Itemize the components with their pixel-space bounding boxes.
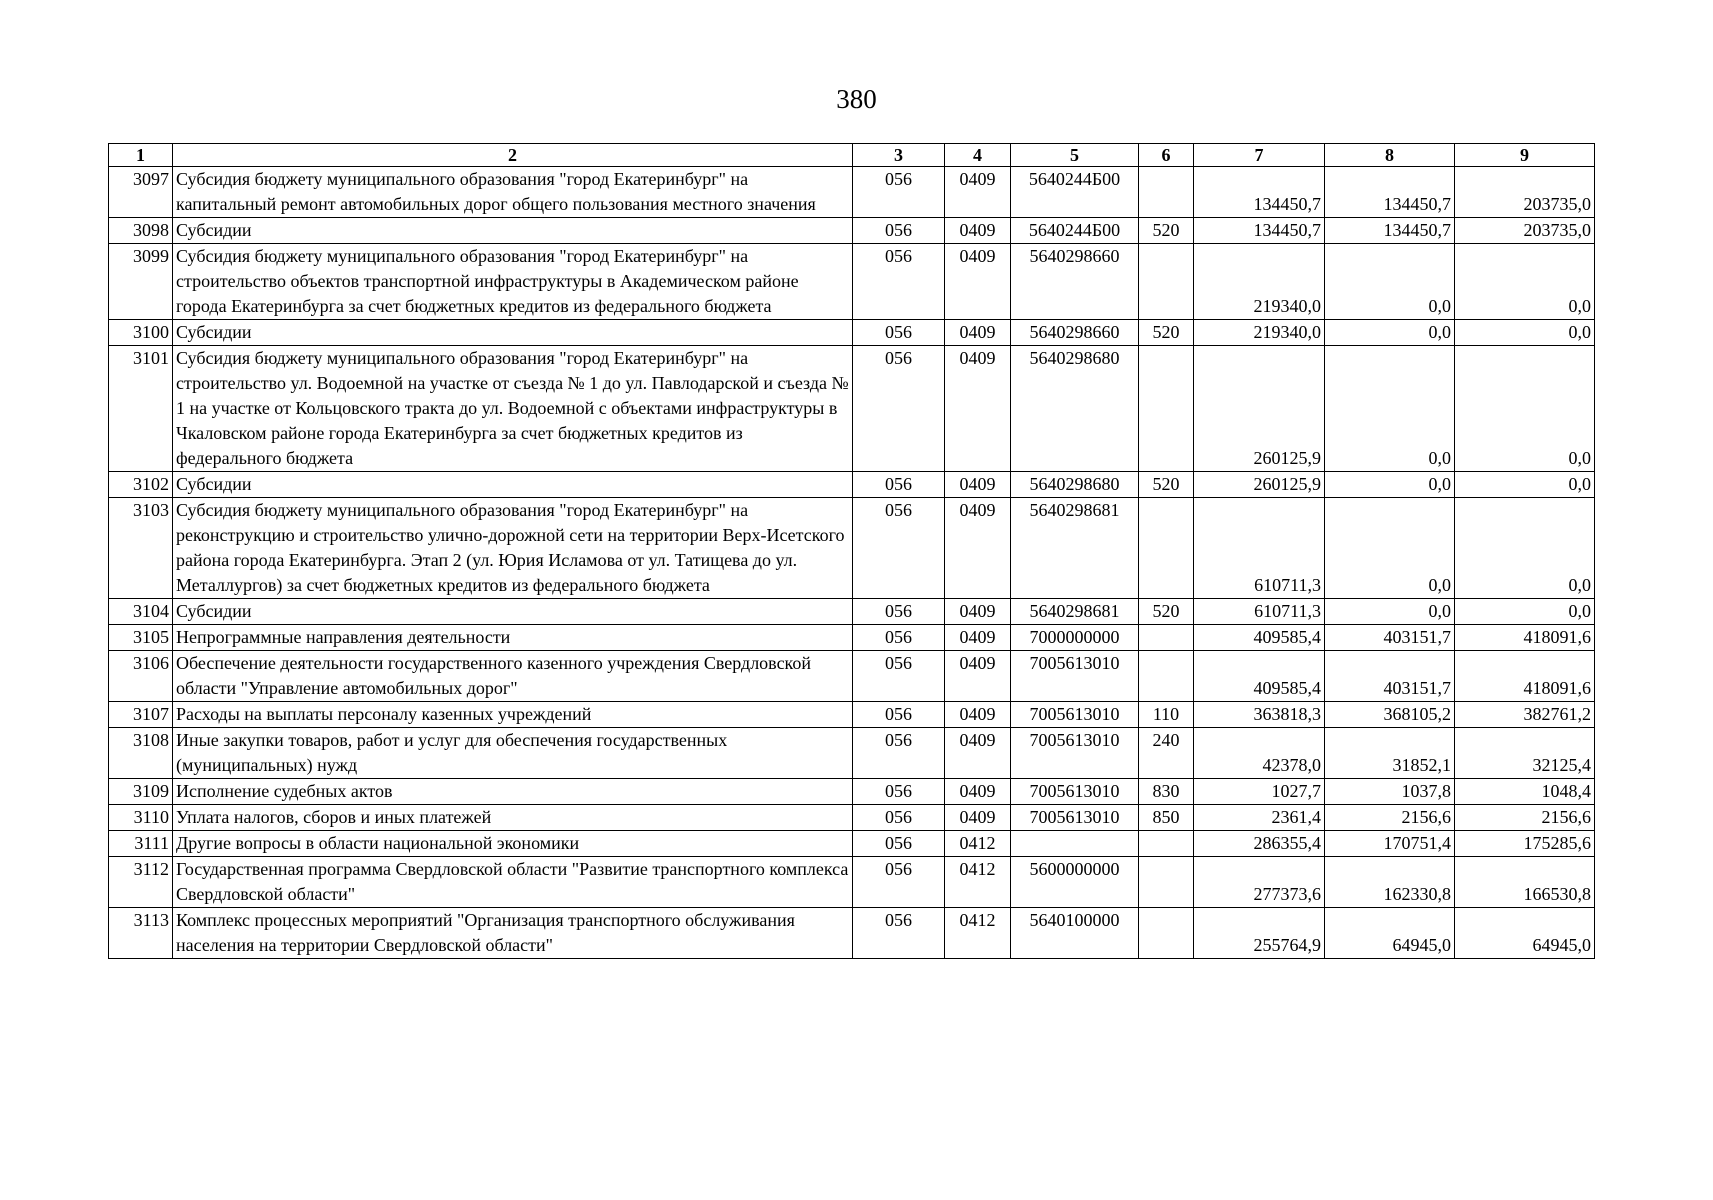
- budget-table: [108, 143, 1595, 959]
- row-amount-col8: 134450,7: [1325, 218, 1455, 244]
- header-col-6: 6: [1139, 144, 1194, 167]
- row-number: 3111: [109, 831, 173, 857]
- row-number: 3103: [109, 498, 173, 599]
- row-name: Иные закупки товаров, работ и услуг для обеспечения государственных (муниципальных) нужд: [173, 728, 853, 779]
- row-amount-col8: 134450,7: [1325, 167, 1455, 218]
- row-amount-col9: 418091,6: [1455, 651, 1595, 702]
- row-expense-type: 520: [1139, 472, 1194, 498]
- row-expense-type: 830: [1139, 779, 1194, 805]
- table-row: [109, 857, 1595, 908]
- header-col-4: 4: [945, 144, 1011, 167]
- row-amount-col7: 260125,9: [1194, 472, 1325, 498]
- row-name: Расходы на выплаты персоналу казенных учреждений: [173, 702, 853, 728]
- row-expense-type: [1139, 908, 1194, 959]
- header-col-2: 2: [173, 144, 853, 167]
- row-target-code: 5640298680: [1011, 472, 1139, 498]
- row-amount-col7: 219340,0: [1194, 244, 1325, 320]
- row-expense-type: 110: [1139, 702, 1194, 728]
- row-expense-type: [1139, 167, 1194, 218]
- row-amount-col8: 0,0: [1325, 244, 1455, 320]
- table-row: [109, 599, 1595, 625]
- row-target-code: 5640298680: [1011, 346, 1139, 472]
- table-header-row: [109, 144, 1595, 167]
- row-expense-type: [1139, 651, 1194, 702]
- row-expense-type: [1139, 244, 1194, 320]
- row-amount-col8: 0,0: [1325, 320, 1455, 346]
- row-expense-type: 520: [1139, 218, 1194, 244]
- row-ministry-code: 056: [853, 702, 945, 728]
- row-section-code: 0409: [945, 702, 1011, 728]
- row-amount-col9: 2156,6: [1455, 805, 1595, 831]
- row-amount-col8: 403151,7: [1325, 651, 1455, 702]
- row-name: Субсидия бюджету муниципального образования "город Екатеринбург" на реконструкцию и строительство улично-дорожной сети на территории Верх-Исетского района города Екатеринбурга. Этап 2 (ул. Юрия Исламова от ул. Татищева до ул. Металлургов) за счет бюджетных кредитов из федерального бюджета: [173, 498, 853, 599]
- header-col-7: 7: [1194, 144, 1325, 167]
- header-col-1: 1: [109, 144, 173, 167]
- row-amount-col8: 1037,8: [1325, 779, 1455, 805]
- row-number: 3105: [109, 625, 173, 651]
- row-amount-col9: 0,0: [1455, 472, 1595, 498]
- row-amount-col9: 203735,0: [1455, 167, 1595, 218]
- row-expense-type: [1139, 346, 1194, 472]
- row-amount-col9: 203735,0: [1455, 218, 1595, 244]
- row-number: 3102: [109, 472, 173, 498]
- row-target-code: 5640100000: [1011, 908, 1139, 959]
- row-amount-col9: 0,0: [1455, 346, 1595, 472]
- row-number: 3106: [109, 651, 173, 702]
- header-col-3: 3: [853, 144, 945, 167]
- header-col-9: 9: [1455, 144, 1595, 167]
- row-ministry-code: 056: [853, 857, 945, 908]
- row-amount-col8: 368105,2: [1325, 702, 1455, 728]
- row-amount-col9: 64945,0: [1455, 908, 1595, 959]
- row-number: 3109: [109, 779, 173, 805]
- row-section-code: 0409: [945, 599, 1011, 625]
- row-name: Комплекс процессных мероприятий "Организация транспортного обслуживания населения на территории Свердловской области": [173, 908, 853, 959]
- row-amount-col7: 409585,4: [1194, 651, 1325, 702]
- row-name: Обеспечение деятельности государственного казенного учреждения Свердловской области "Управление автомобильных дорог": [173, 651, 853, 702]
- row-section-code: 0409: [945, 244, 1011, 320]
- row-target-code: 7005613010: [1011, 651, 1139, 702]
- row-target-code: 7000000000: [1011, 625, 1139, 651]
- row-amount-col9: 418091,6: [1455, 625, 1595, 651]
- row-section-code: 0409: [945, 472, 1011, 498]
- table-row: [109, 625, 1595, 651]
- row-amount-col9: 166530,8: [1455, 857, 1595, 908]
- row-amount-col9: 0,0: [1455, 498, 1595, 599]
- table-row: [109, 908, 1595, 959]
- row-number: 3097: [109, 167, 173, 218]
- row-name: Исполнение судебных актов: [173, 779, 853, 805]
- table-row: [109, 244, 1595, 320]
- table-row: [109, 472, 1595, 498]
- row-expense-type: [1139, 625, 1194, 651]
- row-target-code: 5640298660: [1011, 320, 1139, 346]
- row-amount-col7: 1027,7: [1194, 779, 1325, 805]
- row-name: Непрограммные направления деятельности: [173, 625, 853, 651]
- row-amount-col8: 0,0: [1325, 599, 1455, 625]
- row-amount-col7: 286355,4: [1194, 831, 1325, 857]
- table-row: [109, 167, 1595, 218]
- row-amount-col8: 64945,0: [1325, 908, 1455, 959]
- row-ministry-code: 056: [853, 244, 945, 320]
- row-ministry-code: 056: [853, 472, 945, 498]
- row-number: 3100: [109, 320, 173, 346]
- row-section-code: 0412: [945, 857, 1011, 908]
- row-amount-col8: 0,0: [1325, 472, 1455, 498]
- row-target-code: 7005613010: [1011, 728, 1139, 779]
- row-expense-type: 520: [1139, 599, 1194, 625]
- row-section-code: 0409: [945, 651, 1011, 702]
- row-name: Субсидии: [173, 599, 853, 625]
- row-target-code: 5640244Б00: [1011, 218, 1139, 244]
- row-section-code: 0409: [945, 625, 1011, 651]
- row-ministry-code: 056: [853, 498, 945, 599]
- row-amount-col8: 31852,1: [1325, 728, 1455, 779]
- header-col-8: 8: [1325, 144, 1455, 167]
- row-name: Государственная программа Свердловской области "Развитие транспортного комплекса Свердловской области": [173, 857, 853, 908]
- row-amount-col9: 175285,6: [1455, 831, 1595, 857]
- row-number: 3099: [109, 244, 173, 320]
- row-expense-type: [1139, 831, 1194, 857]
- row-ministry-code: 056: [853, 779, 945, 805]
- row-ministry-code: 056: [853, 908, 945, 959]
- row-amount-col8: 0,0: [1325, 346, 1455, 472]
- row-name: Субсидии: [173, 320, 853, 346]
- table-row: [109, 831, 1595, 857]
- row-target-code: [1011, 831, 1139, 857]
- row-amount-col7: 277373,6: [1194, 857, 1325, 908]
- row-ministry-code: 056: [853, 625, 945, 651]
- row-amount-col7: 409585,4: [1194, 625, 1325, 651]
- row-ministry-code: 056: [853, 728, 945, 779]
- row-name: Субсидия бюджету муниципального образования "город Екатеринбург" на строительство ул. Водоемной на участке от съезда № 1 до ул. Павлодарской и съезда № 1 на участке от Кольцовского тракта до ул. Водоемной с объектами инфраструктуры в Чкаловском районе города Екатеринбурга за счет бюджетных кредитов из федерального бюджета: [173, 346, 853, 472]
- row-expense-type: [1139, 857, 1194, 908]
- row-number: 3113: [109, 908, 173, 959]
- row-ministry-code: 056: [853, 599, 945, 625]
- row-amount-col9: 32125,4: [1455, 728, 1595, 779]
- row-section-code: 0409: [945, 498, 1011, 599]
- row-amount-col8: 170751,4: [1325, 831, 1455, 857]
- row-number: 3107: [109, 702, 173, 728]
- row-amount-col9: 1048,4: [1455, 779, 1595, 805]
- row-amount-col7: 610711,3: [1194, 599, 1325, 625]
- row-ministry-code: 056: [853, 805, 945, 831]
- row-amount-col8: 0,0: [1325, 498, 1455, 599]
- row-number: 3108: [109, 728, 173, 779]
- row-amount-col8: 162330,8: [1325, 857, 1455, 908]
- row-amount-col8: 2156,6: [1325, 805, 1455, 831]
- row-ministry-code: 056: [853, 831, 945, 857]
- row-amount-col9: 382761,2: [1455, 702, 1595, 728]
- row-target-code: 7005613010: [1011, 702, 1139, 728]
- row-target-code: 5600000000: [1011, 857, 1139, 908]
- table-row: [109, 346, 1595, 472]
- table-row: [109, 702, 1595, 728]
- row-target-code: 7005613010: [1011, 779, 1139, 805]
- row-ministry-code: 056: [853, 320, 945, 346]
- table-row: [109, 498, 1595, 599]
- row-amount-col9: 0,0: [1455, 320, 1595, 346]
- row-amount-col7: 134450,7: [1194, 167, 1325, 218]
- row-section-code: 0412: [945, 908, 1011, 959]
- row-expense-type: 240: [1139, 728, 1194, 779]
- row-section-code: 0409: [945, 218, 1011, 244]
- table-row: [109, 218, 1595, 244]
- table-row: [109, 320, 1595, 346]
- page-number: 380: [836, 84, 877, 114]
- row-section-code: 0409: [945, 779, 1011, 805]
- row-amount-col7: 363818,3: [1194, 702, 1325, 728]
- row-section-code: 0409: [945, 805, 1011, 831]
- row-amount-col7: 255764,9: [1194, 908, 1325, 959]
- row-expense-type: 850: [1139, 805, 1194, 831]
- row-number: 3104: [109, 599, 173, 625]
- row-name: Субсидии: [173, 472, 853, 498]
- row-expense-type: [1139, 498, 1194, 599]
- row-ministry-code: 056: [853, 218, 945, 244]
- row-ministry-code: 056: [853, 167, 945, 218]
- row-name: Уплата налогов, сборов и иных платежей: [173, 805, 853, 831]
- row-amount-col9: 0,0: [1455, 244, 1595, 320]
- table-row: [109, 805, 1595, 831]
- row-target-code: 5640298660: [1011, 244, 1139, 320]
- row-amount-col7: 260125,9: [1194, 346, 1325, 472]
- row-number: 3110: [109, 805, 173, 831]
- row-section-code: 0409: [945, 728, 1011, 779]
- table-row: [109, 779, 1595, 805]
- row-section-code: 0412: [945, 831, 1011, 857]
- row-amount-col7: 610711,3: [1194, 498, 1325, 599]
- row-number: 3098: [109, 218, 173, 244]
- row-ministry-code: 056: [853, 651, 945, 702]
- row-name: Субсидия бюджету муниципального образования "город Екатеринбург" на строительство объектов транспортной инфраструктуры в Академическом районе города Екатеринбурга за счет бюджетных кредитов из федерального бюджета: [173, 244, 853, 320]
- row-ministry-code: 056: [853, 346, 945, 472]
- row-amount-col7: 2361,4: [1194, 805, 1325, 831]
- row-expense-type: 520: [1139, 320, 1194, 346]
- row-number: 3112: [109, 857, 173, 908]
- row-section-code: 0409: [945, 346, 1011, 472]
- row-target-code: 5640298681: [1011, 498, 1139, 599]
- row-target-code: 5640298681: [1011, 599, 1139, 625]
- row-target-code: 7005613010: [1011, 805, 1139, 831]
- row-name: Субсидия бюджету муниципального образования "город Екатеринбург" на капитальный ремонт автомобильных дорог общего пользования местного значения: [173, 167, 853, 218]
- table-row: [109, 651, 1595, 702]
- header-col-5: 5: [1011, 144, 1139, 167]
- row-amount-col7: 42378,0: [1194, 728, 1325, 779]
- row-amount-col9: 0,0: [1455, 599, 1595, 625]
- row-amount-col7: 219340,0: [1194, 320, 1325, 346]
- row-target-code: 5640244Б00: [1011, 167, 1139, 218]
- table-row: [109, 728, 1595, 779]
- row-section-code: 0409: [945, 320, 1011, 346]
- row-section-code: 0409: [945, 167, 1011, 218]
- row-name: Субсидии: [173, 218, 853, 244]
- row-amount-col8: 403151,7: [1325, 625, 1455, 651]
- row-name: Другие вопросы в области национальной экономики: [173, 831, 853, 857]
- row-amount-col7: 134450,7: [1194, 218, 1325, 244]
- row-number: 3101: [109, 346, 173, 472]
